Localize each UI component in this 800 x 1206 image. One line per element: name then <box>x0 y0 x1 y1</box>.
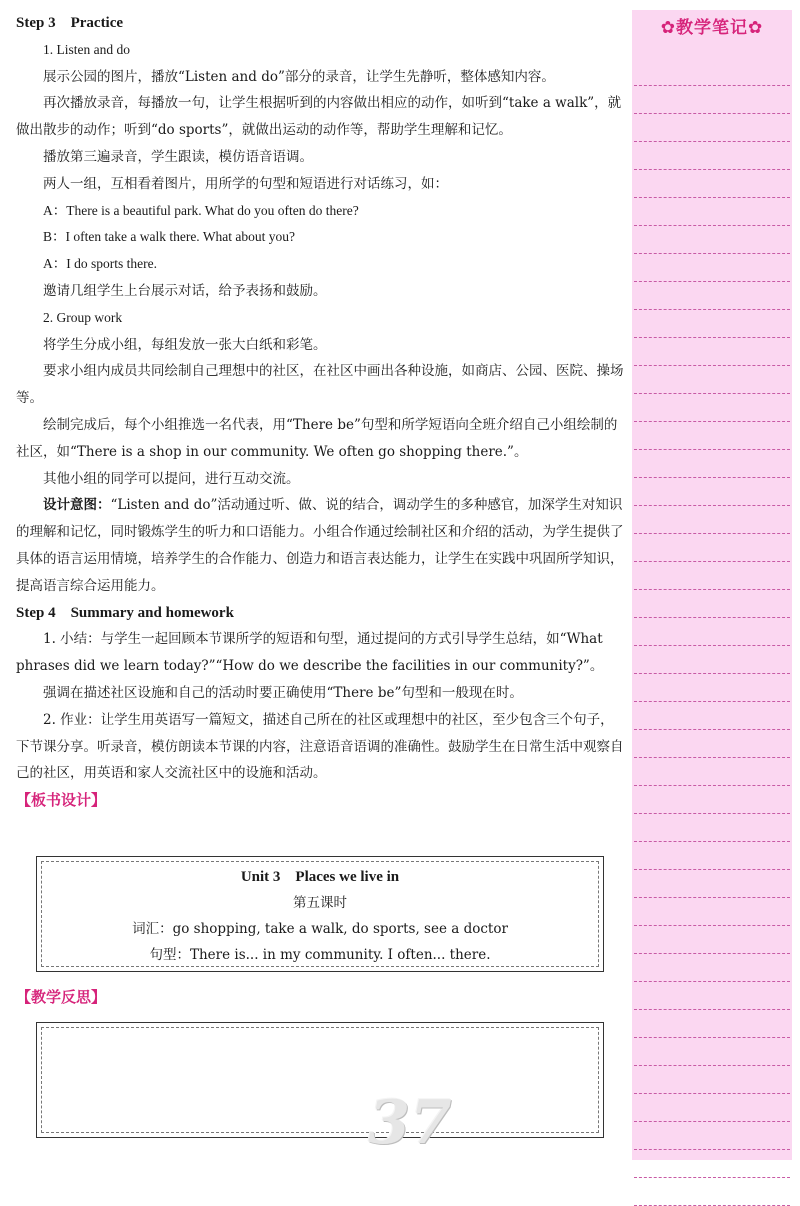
note-line <box>634 114 790 142</box>
note-line <box>634 618 790 646</box>
paragraph: 将学生分成小组，每组发放一张大白纸和彩笔。 <box>43 336 327 353</box>
board-pattern: 句型：There is... in my community. I often... there. <box>149 947 491 963</box>
note-line <box>634 730 790 758</box>
note-line <box>634 1010 790 1038</box>
notes-title: ✿教学笔记✿ <box>660 18 764 38</box>
note-line <box>634 646 790 674</box>
note-line <box>634 506 790 534</box>
note-line <box>634 450 790 478</box>
board-design-box <box>36 856 604 972</box>
note-line <box>634 1038 790 1066</box>
note-line <box>634 926 790 954</box>
note-line <box>634 674 790 702</box>
note-line <box>634 366 790 394</box>
paragraph: 播放第三遍录音，学生跟读，模仿语音语调。 <box>43 148 313 165</box>
design-intent-text: “Listen and do”活动通过听、做、说的结合，调动学生的多种感官，加深学生对知识的理解和记忆，同时锻炼学生的听力和口语能力。小组合作通过绘制社区和介绍的活动，为学生提供了具体的语言运用情境，培养学生的合作能力、创造力和语言表达能力，让学生在实践中巩固所学知识，提高语言综合运用能力。 <box>16 497 624 594</box>
note-line <box>634 170 790 198</box>
note-line <box>634 422 790 450</box>
step4-heading: Step 4 Summary and homework <box>16 604 234 621</box>
note-line <box>634 758 790 786</box>
paragraph: 其他小组的同学可以提问，进行互动交流。 <box>43 470 300 487</box>
note-line <box>634 590 790 618</box>
note-line <box>634 58 790 86</box>
note-line <box>634 870 790 898</box>
main-content <box>16 10 626 814</box>
note-line <box>634 1150 790 1178</box>
note-line <box>634 702 790 730</box>
note-line <box>634 534 790 562</box>
page-number: 37 <box>368 1088 452 1158</box>
board-vocab: 词汇：go shopping, take a walk, do sports, see a doctor <box>132 921 508 937</box>
note-line <box>634 1122 790 1150</box>
paragraph: 再次播放录音，每播放一句，让学生根据听到的内容做出相应的动作，如听到“take a walk”，就做出散步的动作；听到“do sports”，就做出运动的动作等，帮助学生理解和记忆。 <box>16 95 622 139</box>
board-design-heading: 【板书设计】 <box>16 791 107 810</box>
note-line <box>634 842 790 870</box>
paragraph: 邀请几组学生上台展示对话，给予表扬和鼓励。 <box>43 282 327 299</box>
note-line <box>634 1178 790 1206</box>
note-line <box>634 142 790 170</box>
dialogue-line: A：There is a beautiful park. What do you often do there? <box>43 202 359 218</box>
paragraph: 2. 作业：让学生用英语写一篇短文，描述自己所在的社区或理想中的社区，至少包含三个句子，下节课分享。听录音，模仿朗读本节课的内容，注意语音语调的准确性。鼓励学生在日常生活中观察自己的社区，用英语和家人交流社区中的设施和活动。 <box>16 711 624 782</box>
note-line <box>634 338 790 366</box>
paragraph: 1. 小结：与学生一起回顾本节课所学的短语和句型，通过提问的方式引导学生总结，如“What phrases did we learn today?”“How do we describe the facilities in our community?”。 <box>16 631 604 675</box>
note-line <box>634 1066 790 1094</box>
paragraph: 绘制完成后，每个小组推选一名代表，用“There be”句型和所学短语向全班介绍自己小组绘制的社区，如“There is a shop in our community. We often go shopping there.”。 <box>16 416 618 460</box>
paragraph: 两人一组，互相看着图片，用所学的句型和短语进行对话练习，如： <box>43 175 448 192</box>
note-line <box>634 562 790 590</box>
note-line <box>634 226 790 254</box>
design-intent-label: 设计意图： <box>43 497 111 514</box>
note-line <box>634 898 790 926</box>
note-line <box>634 86 790 114</box>
note-line <box>634 394 790 422</box>
note-line <box>634 310 790 338</box>
notes-ruled-lines <box>632 58 792 1160</box>
reflection-heading: 【教学反思】 <box>16 988 107 1006</box>
notes-sidebar <box>632 10 792 1160</box>
step3-heading: Step 3 Practice <box>16 15 124 31</box>
reflection-box <box>36 1022 604 1138</box>
paragraph: 展示公园的图片，播放“Listen and do”部分的录音，让学生先静听，整体感知内容。 <box>43 68 555 85</box>
note-line <box>634 954 790 982</box>
board-title: Unit 3 Places we live in <box>240 869 400 885</box>
group-heading: 2. Group work <box>43 309 123 325</box>
note-line <box>634 478 790 506</box>
paragraph: 强调在描述社区设施和自己的活动时要正确使用“There be”句型和一般现在时。 <box>43 684 523 701</box>
note-line <box>634 254 790 282</box>
note-line <box>634 282 790 310</box>
dialogue-line: A：I do sports there. <box>43 256 157 272</box>
note-line <box>634 982 790 1010</box>
note-line <box>634 814 790 842</box>
design-intent <box>16 492 626 599</box>
note-line <box>634 1094 790 1122</box>
note-line <box>634 786 790 814</box>
note-line <box>634 198 790 226</box>
paragraph: 要求小组内成员共同绘制自己理想中的社区，在社区中画出各种设施，如商店、公园、医院、操场等。 <box>16 363 624 407</box>
board-lesson: 第五课时 <box>293 895 347 911</box>
dialogue-line: B：I often take a walk there. What about you? <box>43 229 296 245</box>
listen-heading: 1. Listen and do <box>43 41 130 57</box>
